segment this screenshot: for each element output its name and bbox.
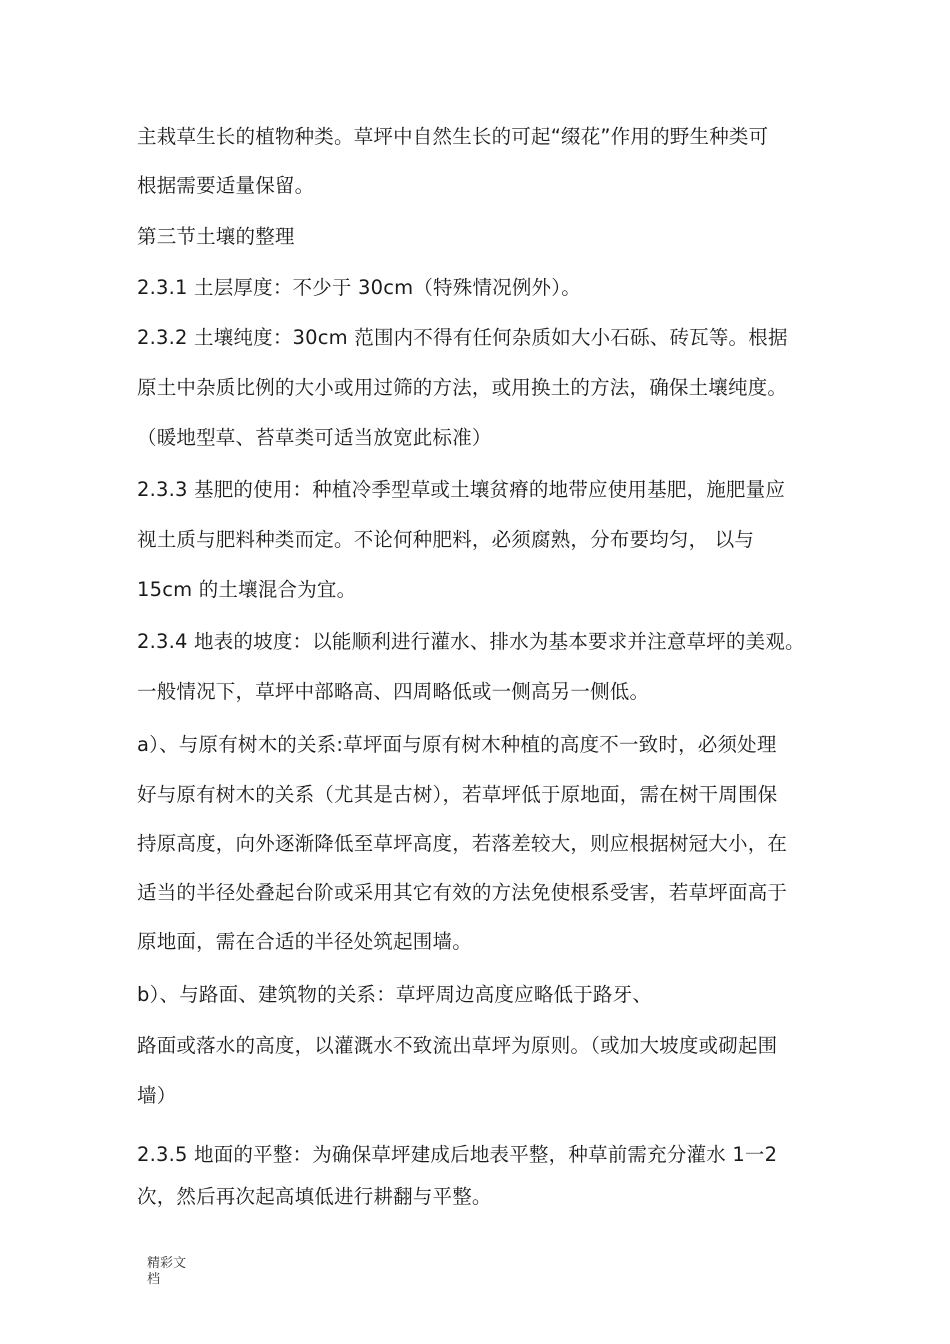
text-line: 一般情况下，草坪中部略高、四周略低或一侧高另一侧低。 (137, 680, 650, 703)
text-line: 15cm 的土壤混合为宜。 (137, 578, 357, 601)
text-line: 好与原有树木的关系（尤其是古树），若草坪低于原地面，需在树干周围保 (137, 783, 778, 806)
text-line: b）、与路面、建筑物的关系：草坪周边高度应略低于路牙、 (137, 983, 653, 1006)
text-line: 根据需要适量保留。 (137, 174, 315, 197)
text-line: 适当的半径处叠起台阶或采用其它有效的方法免使根系受害，若草坪面高于 (137, 881, 788, 904)
text-line: 2.3.4 地表的坡度：以能顺利进行灌水、排水为基本要求并注意草坪的美观。 (137, 630, 805, 653)
text-line: 2.3.5 地面的平整：为确保草坪建成后地表平整，种草前需充分灌水 1一2 (137, 1143, 778, 1166)
text-line: 2.3.1 土层厚度：不少于 30cm（特殊情况例外）。 (137, 276, 581, 299)
footer-line: 精彩文 (147, 1256, 187, 1271)
text-line: a）、与原有树木的关系:草坪面与原有树木种植的高度不一致时，必须处理 (137, 733, 777, 756)
text-line: 墙） (137, 1084, 177, 1107)
text-line: 原土中杂质比例的大小或用过筛的方法，或用换土的方法，确保土壤纯度。 (137, 376, 788, 399)
text-line: 视土质与肥料种类而定。不论何种肥料，必须腐熟，分布要均匀， 以与 (137, 528, 755, 551)
text-line: 次，然后再次起高填低进行耕翻与平整。 (137, 1185, 492, 1208)
text-line: 路面或落水的高度，以灌溉水不致流出草坪为原则。（或加大坡度或砌起围 (137, 1034, 778, 1057)
text-line: 原地面，需在合适的半径处筑起围墙。 (137, 930, 472, 953)
text-line: 持原高度，向外逐渐降低至草坪高度，若落差较大，则应根据树冠大小，在 (137, 832, 788, 855)
text-line: 2.3.3 基肥的使用：种植冷季型草或土壤贫瘠的地带应使用基肥，施肥量应 (137, 478, 786, 501)
section-heading: 第三节土壤的整理 (137, 225, 295, 248)
text-line: 2.3.2 土壤纯度：30cm 范围内不得有任何杂质如大小石砾、砖瓦等。根据 (137, 326, 788, 349)
footer-line: 档 (147, 1272, 161, 1287)
text-line: 主栽草生长的植物种类。草坪中自然生长的可起“缀花”作用的野生种类可 (137, 125, 769, 148)
text-line: （暖地型草、苔草类可适当放宽此标准） (137, 426, 492, 449)
